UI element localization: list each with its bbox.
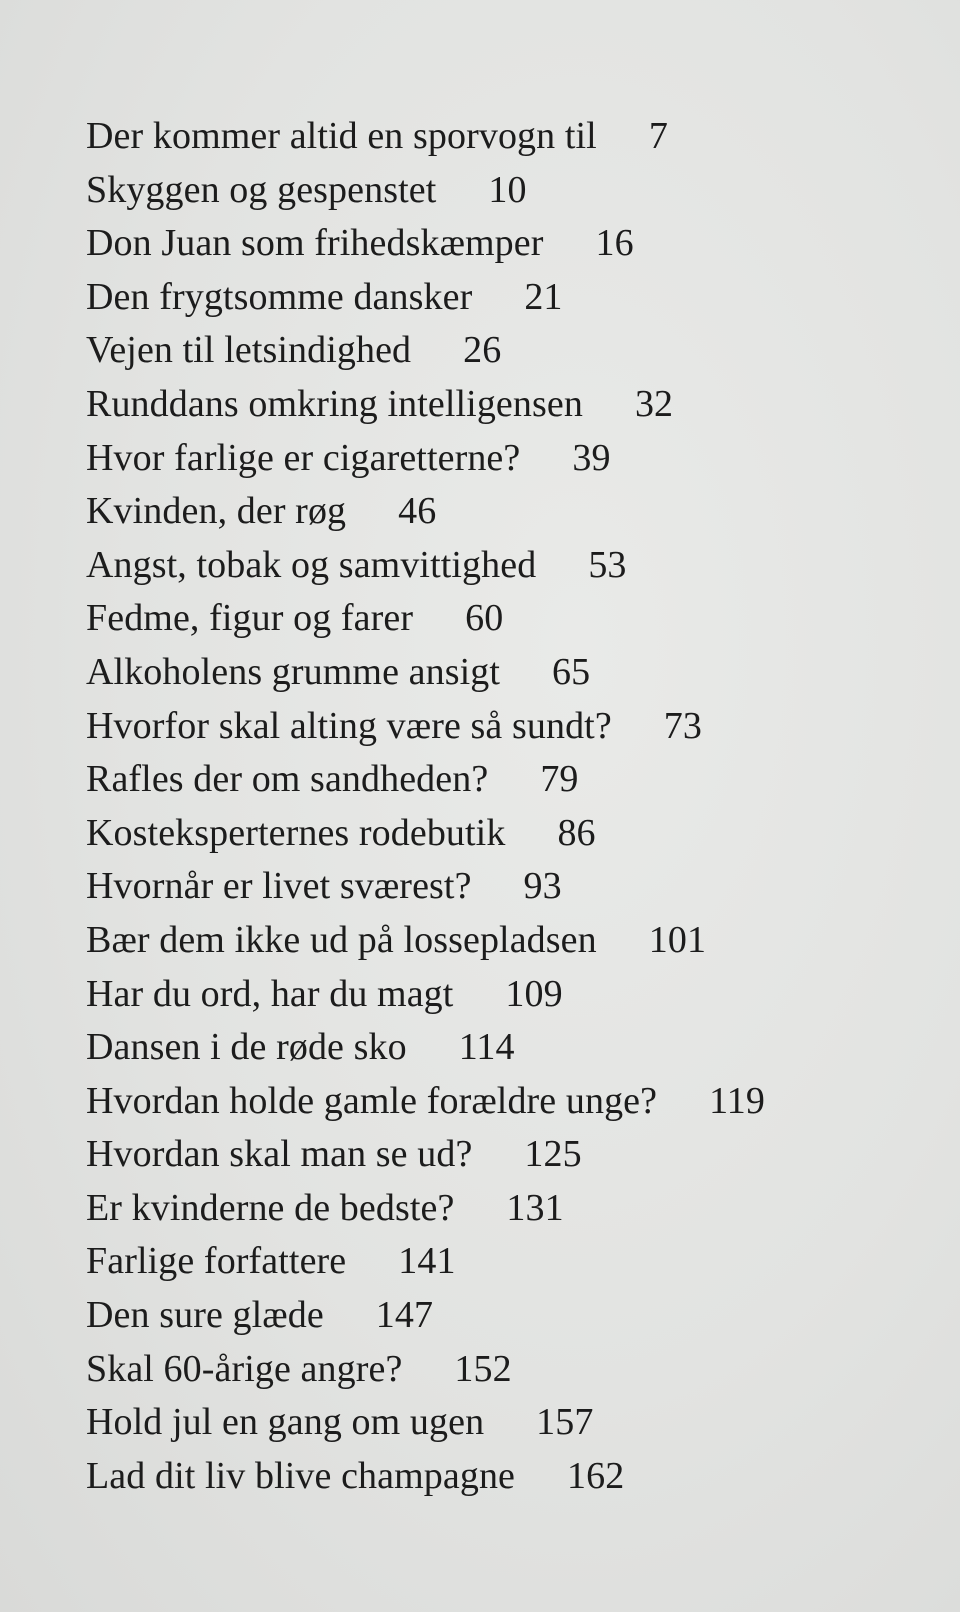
page-number: 141 bbox=[398, 1240, 456, 1283]
chapter-title: Farlige forfattere bbox=[86, 1240, 347, 1283]
toc-entry bbox=[86, 164, 926, 218]
page-number: 131 bbox=[506, 1186, 564, 1229]
page-number: 26 bbox=[463, 329, 502, 372]
toc-entry bbox=[86, 485, 926, 539]
page-number: 79 bbox=[540, 758, 579, 801]
page-number: 114 bbox=[458, 1026, 515, 1069]
chapter-title: Kosteksperternes rodebutik bbox=[86, 811, 506, 854]
toc-entry bbox=[86, 1450, 926, 1504]
toc-entry bbox=[86, 592, 926, 646]
toc-entry bbox=[86, 1343, 926, 1397]
page-number: 32 bbox=[634, 382, 674, 425]
page-number: 21 bbox=[524, 275, 563, 318]
page-number: 65 bbox=[552, 650, 591, 693]
page-number: 101 bbox=[648, 918, 707, 961]
chapter-title: Vejen til letsindighed bbox=[86, 329, 412, 372]
chapter-title: Runddans omkring intelligensen bbox=[86, 382, 583, 425]
chapter-title: Skyggen og gespenstet bbox=[86, 168, 437, 211]
chapter-title: Hvornår er livet sværest? bbox=[86, 865, 472, 908]
toc-entry bbox=[86, 753, 926, 807]
page-number: 39 bbox=[572, 436, 611, 479]
chapter-title: Hold jul en gang om ugen bbox=[86, 1401, 485, 1444]
chapter-title: Fedme, figur og farer bbox=[86, 597, 414, 640]
toc-entry bbox=[86, 646, 926, 700]
page-number: 93 bbox=[523, 865, 562, 908]
page-number: 152 bbox=[454, 1347, 512, 1390]
page-number: 109 bbox=[505, 972, 563, 1015]
toc-entry bbox=[86, 271, 926, 325]
chapter-title: Hvordan skal man se ud? bbox=[86, 1133, 473, 1176]
page-number: 73 bbox=[663, 704, 702, 747]
toc-entry bbox=[86, 110, 926, 164]
page-number: 157 bbox=[536, 1401, 594, 1444]
chapter-title: Skal 60-årige angre? bbox=[86, 1347, 403, 1390]
toc-entry bbox=[86, 1128, 926, 1182]
toc-entry bbox=[86, 217, 926, 271]
page-number: 125 bbox=[524, 1133, 582, 1176]
chapter-title: Den sure glæde bbox=[86, 1294, 324, 1337]
chapter-title: Angst, tobak og samvittighed bbox=[86, 543, 537, 586]
chapter-title: Alkoholens grumme ansigt bbox=[86, 650, 501, 693]
chapter-title: Hvor farlige er cigaretterne? bbox=[86, 436, 521, 479]
chapter-title: Er kvinderne de bedste? bbox=[86, 1186, 455, 1229]
page-number: 147 bbox=[375, 1294, 434, 1337]
toc-entry bbox=[86, 1289, 926, 1343]
chapter-title: Den frygtsomme dansker bbox=[86, 275, 473, 318]
chapter-title: Lad dit liv blive champagne bbox=[86, 1454, 516, 1497]
chapter-title: Der kommer altid en sporvogn til bbox=[86, 115, 597, 157]
chapter-title: Har du ord, har du magt bbox=[86, 972, 454, 1015]
toc-entry bbox=[86, 807, 926, 861]
toc-entry bbox=[86, 1021, 926, 1075]
chapter-title: Hvordan holde gamle forældre unge? bbox=[86, 1079, 658, 1122]
page-number: 119 bbox=[709, 1079, 765, 1122]
toc-entry bbox=[86, 1075, 926, 1129]
page-number: 60 bbox=[465, 597, 504, 640]
toc-entry bbox=[86, 432, 926, 486]
page-number: 46 bbox=[398, 490, 437, 533]
page-number: 86 bbox=[557, 811, 596, 854]
page-number: 7 bbox=[648, 115, 668, 157]
page-number: 16 bbox=[595, 222, 634, 265]
table-of-contents bbox=[86, 110, 926, 1503]
chapter-title: Kvinden, der røg bbox=[86, 490, 347, 533]
chapter-title: Bær dem ikke ud på lossepladsen bbox=[86, 918, 597, 961]
toc-entry bbox=[86, 539, 926, 593]
toc-entry bbox=[86, 1235, 926, 1289]
toc-entry bbox=[86, 378, 926, 432]
chapter-title: Dansen i de røde sko bbox=[86, 1026, 407, 1069]
chapter-title: Don Juan som frihedskæmper bbox=[86, 222, 544, 265]
page-number: 53 bbox=[588, 543, 627, 586]
toc-entry bbox=[86, 1182, 926, 1236]
page-number: 10 bbox=[488, 168, 527, 211]
toc-entry bbox=[86, 1396, 926, 1450]
toc-entry bbox=[86, 700, 926, 754]
chapter-title: Hvorfor skal alting være så sundt? bbox=[86, 704, 612, 747]
toc-entry bbox=[86, 914, 926, 968]
chapter-title: Rafles der om sandheden? bbox=[86, 758, 489, 801]
toc-entry bbox=[86, 860, 926, 914]
page-number: 162 bbox=[567, 1454, 625, 1497]
toc-entry bbox=[86, 968, 926, 1022]
toc-entry bbox=[86, 324, 926, 378]
